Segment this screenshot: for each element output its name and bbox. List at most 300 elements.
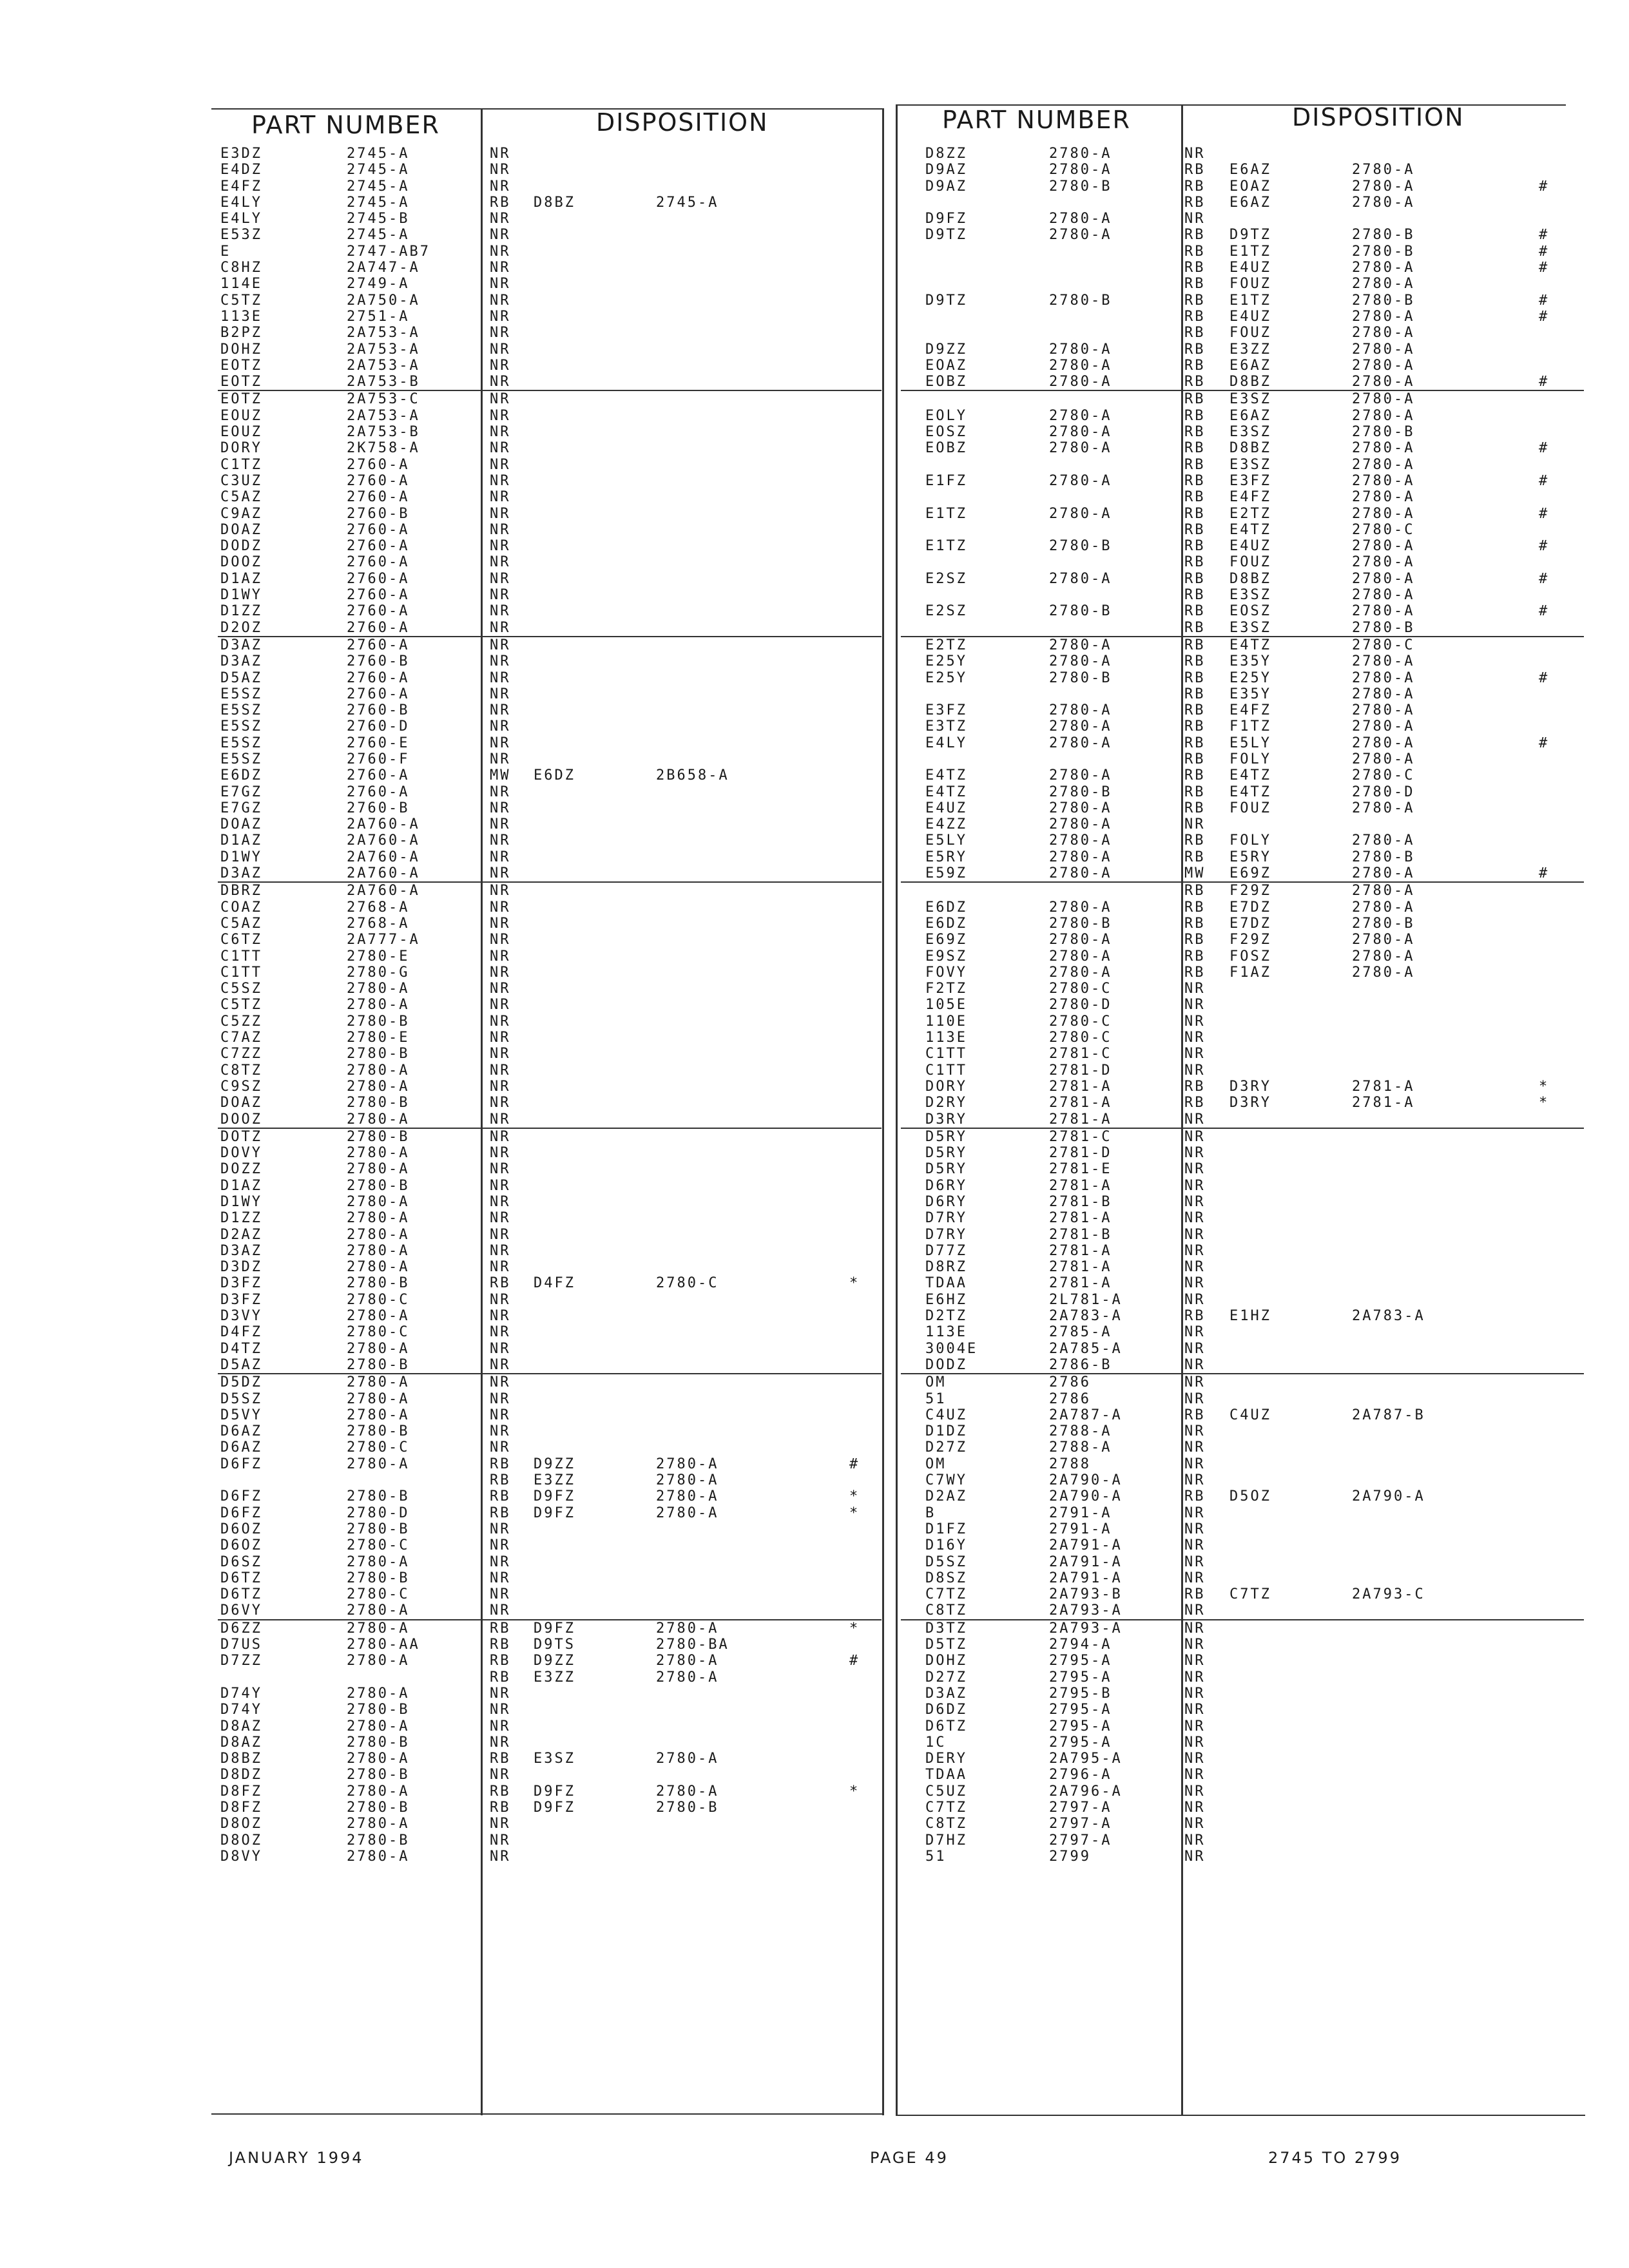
- ref-base: 2780-A: [1352, 669, 1415, 686]
- disposition-code: NR: [1184, 1504, 1206, 1521]
- ref-prefix: E3ZZ: [534, 1472, 575, 1489]
- disposition-code: RB: [1184, 800, 1206, 816]
- disposition-code: NR: [490, 1374, 511, 1391]
- table-row: [218, 506, 882, 522]
- ref-base: 2780-A: [1352, 932, 1415, 948]
- part-prefix: F2TZ: [925, 981, 967, 997]
- disposition-code: NR: [490, 1832, 511, 1849]
- ref-base: 2B658-A: [656, 767, 729, 784]
- part-base: 2768-A: [347, 899, 410, 916]
- part-prefix: COAZ: [220, 899, 262, 916]
- disposition-code: RB: [1184, 587, 1206, 604]
- disposition-code: NR: [490, 1718, 511, 1735]
- part-base: 2780-A: [347, 1407, 410, 1423]
- part-prefix: EOLY: [925, 407, 967, 424]
- part-prefix: TDAA: [925, 1767, 967, 1783]
- part-base: 2780-B: [347, 1275, 410, 1292]
- table-row: [218, 1816, 882, 1832]
- table-row: [218, 325, 882, 341]
- part-prefix: 1C: [925, 1734, 947, 1751]
- part-prefix: D9AZ: [925, 178, 967, 195]
- table-row: [218, 1783, 882, 1800]
- disposition-code: NR: [490, 374, 511, 390]
- disposition-code: NR: [490, 1259, 511, 1276]
- part-prefix: D1WY: [220, 849, 262, 865]
- ref-base: 2780-A: [1352, 865, 1415, 882]
- part-prefix: EOTZ: [220, 374, 262, 390]
- ref-base: 2A793-C: [1352, 1586, 1425, 1603]
- table-row: [218, 276, 882, 292]
- disposition-code: RB: [490, 1653, 511, 1669]
- part-prefix: D5SZ: [925, 1553, 967, 1570]
- table-row: [901, 1014, 1584, 1030]
- part-base: 2780-A: [347, 1685, 410, 1702]
- ref-base: 2781-A: [1352, 1095, 1415, 1111]
- part-base: 2794-A: [1049, 1637, 1112, 1653]
- disposition-code: RB: [1184, 899, 1206, 916]
- table-row: [218, 1637, 882, 1653]
- part-prefix: E5SZ: [220, 751, 262, 767]
- ref-prefix: D4FZ: [534, 1275, 575, 1292]
- part-base: 2786-B: [1049, 1356, 1112, 1373]
- table-row: [218, 1095, 882, 1111]
- table-row: [901, 1391, 1584, 1407]
- table-row: [218, 358, 882, 374]
- ref-base: 2780-A: [1352, 194, 1415, 211]
- table-row: [901, 1423, 1584, 1439]
- part-base: 2799: [1049, 1848, 1091, 1865]
- part-prefix: E4DZ: [220, 162, 262, 178]
- ref-prefix: E3SZ: [1229, 587, 1271, 604]
- part-base: 2780-A: [347, 1602, 410, 1619]
- part-prefix: D5RY: [925, 1145, 967, 1162]
- disposition-code: NR: [490, 1046, 511, 1062]
- top-rule-left: [211, 108, 883, 110]
- table-row: [901, 1505, 1584, 1521]
- disposition-code: NR: [490, 1439, 511, 1456]
- part-base: 2780-A: [1049, 637, 1112, 653]
- table-row: [218, 1210, 882, 1226]
- disposition-code: RB: [1184, 194, 1206, 211]
- disposition-code: NR: [490, 424, 511, 441]
- disposition-code: NR: [1184, 1259, 1206, 1276]
- part-base: 2760-D: [347, 718, 410, 735]
- part-base: 2A760-A: [347, 832, 420, 849]
- disposition-code: RB: [1184, 472, 1206, 489]
- disposition-code: NR: [490, 932, 511, 948]
- table-row: [218, 948, 882, 965]
- ref-base: 2A783-A: [1352, 1308, 1425, 1325]
- table-row: [218, 1602, 882, 1620]
- part-base: 2781-A: [1049, 1078, 1112, 1095]
- ref-base: 2780-A: [1352, 735, 1415, 751]
- part-prefix: DOVY: [220, 1145, 262, 1162]
- part-base: 2780-A: [347, 997, 410, 1014]
- disposition-code: NR: [490, 1111, 511, 1128]
- disposition-code: RB: [490, 1620, 511, 1637]
- table-row: [218, 195, 882, 211]
- part-prefix: C8HZ: [220, 260, 262, 276]
- part-prefix: E69Z: [925, 932, 967, 948]
- left-disposition-header: DISPOSITION: [596, 108, 769, 137]
- part-prefix: D8OZ: [220, 1832, 262, 1849]
- part-base: 2780-A: [1049, 702, 1112, 719]
- table-row: [901, 637, 1584, 653]
- table-row: [901, 686, 1584, 702]
- part-base: 2780-B: [1049, 538, 1112, 555]
- table-row: [901, 1324, 1584, 1340]
- disposition-code: RB: [1184, 948, 1206, 965]
- disposition-code: NR: [1184, 816, 1206, 833]
- table-row: [218, 916, 882, 932]
- footer-date: JANUARY 1994: [229, 2149, 364, 2167]
- part-base: 2780-D: [1049, 997, 1112, 1014]
- part-prefix: D5VY: [220, 1407, 262, 1423]
- disposition-code: RB: [1184, 162, 1206, 178]
- part-base: 2760-E: [347, 735, 410, 751]
- part-base: 2780-A: [1049, 505, 1112, 522]
- ref-base: 2780-A: [1352, 587, 1415, 604]
- part-prefix: D8RZ: [925, 1259, 967, 1276]
- part-base: 2780-G: [347, 964, 410, 981]
- disposition-code: NR: [490, 1062, 511, 1079]
- ref-base: 2780-B: [1352, 227, 1415, 244]
- disposition-code: NR: [490, 1537, 511, 1554]
- part-base: 2780-B: [347, 1832, 410, 1849]
- part-prefix: DORY: [925, 1078, 967, 1095]
- ref-base: 2780-A: [1352, 686, 1415, 702]
- table-row: [218, 1800, 882, 1816]
- part-prefix: D74Y: [220, 1702, 262, 1718]
- table-row: [901, 1554, 1584, 1570]
- part-base: 2780-A: [1049, 816, 1112, 833]
- part-prefix: D5AZ: [220, 1356, 262, 1373]
- disposition-code: NR: [490, 653, 511, 670]
- disposition-code: RB: [1184, 243, 1206, 260]
- part-prefix: 110E: [925, 1013, 967, 1030]
- part-prefix: D6TZ: [220, 1570, 262, 1586]
- ref-prefix: E3SZ: [1229, 424, 1271, 441]
- disposition-code: NR: [1184, 1783, 1206, 1800]
- disposition-code: NR: [490, 146, 511, 162]
- part-prefix: C7WY: [925, 1472, 967, 1489]
- table-row: [218, 1407, 882, 1423]
- part-prefix: 51: [925, 1848, 947, 1865]
- part-base: 2745-A: [347, 194, 410, 211]
- table-row: [901, 1259, 1584, 1275]
- disposition-code: NR: [1184, 1637, 1206, 1653]
- ref-base: 2780-B: [1352, 292, 1415, 309]
- table-row: [218, 1259, 882, 1275]
- disposition-code: NR: [1184, 1374, 1206, 1391]
- table-row: [218, 162, 882, 178]
- part-prefix: D7RY: [925, 1226, 967, 1243]
- part-prefix: D8OZ: [220, 1816, 262, 1832]
- table-row: [218, 1554, 882, 1570]
- table-row: [901, 309, 1584, 325]
- part-base: 2780-A: [347, 1340, 410, 1357]
- part-prefix: B2PZ: [220, 325, 262, 341]
- part-base: 2780-C: [347, 1537, 410, 1554]
- part-base: 2780-A: [347, 1078, 410, 1095]
- disposition-code: NR: [1184, 1767, 1206, 1783]
- table-row: [218, 424, 882, 440]
- table-row: [218, 587, 882, 603]
- ref-prefix: E3ZZ: [1229, 341, 1271, 358]
- disposition-code: NR: [490, 702, 511, 719]
- bottom-rule-right: [896, 2115, 1585, 2116]
- ref-base: 2780-A: [1352, 570, 1415, 587]
- part-prefix: DOTZ: [220, 1128, 262, 1145]
- part-prefix: E4TZ: [925, 767, 967, 784]
- part-base: 2780-A: [347, 1620, 410, 1637]
- table-row: [901, 374, 1584, 391]
- disposition-code: NR: [490, 849, 511, 865]
- part-prefix: D1WY: [220, 587, 262, 604]
- disposition-code: RB: [1184, 292, 1206, 309]
- disposition-code: NR: [1184, 1062, 1206, 1079]
- ref-prefix: E35Y: [1229, 686, 1271, 702]
- part-base: 2760-A: [347, 603, 410, 620]
- ref-prefix: E4FZ: [1229, 702, 1271, 719]
- ref-base: 2780-C: [1352, 637, 1415, 653]
- table-row: [218, 1653, 882, 1669]
- part-prefix: D7ZZ: [220, 1653, 262, 1669]
- part-prefix: DERY: [925, 1751, 967, 1767]
- part-base: 2780-B: [347, 1521, 410, 1537]
- part-base: 2780-A: [347, 1194, 410, 1210]
- disposition-code: RB: [1184, 456, 1206, 473]
- ref-base: 2780-D: [1352, 783, 1415, 800]
- table-row: [218, 1324, 882, 1340]
- part-prefix: D9TZ: [925, 227, 967, 244]
- disposition-code: NR: [1184, 1111, 1206, 1128]
- part-prefix: C5TZ: [220, 292, 262, 309]
- part-prefix: EOUZ: [220, 424, 262, 441]
- table-row: [901, 718, 1584, 735]
- part-base: 2780-A: [347, 1848, 410, 1865]
- table-row: [901, 997, 1584, 1013]
- table-row: [218, 735, 882, 751]
- table-row: [218, 767, 882, 783]
- ref-prefix: E6AZ: [1229, 407, 1271, 424]
- ref-prefix: D9FZ: [534, 1620, 575, 1637]
- part-base: 2A783-A: [1049, 1308, 1123, 1325]
- part-base: 2786: [1049, 1390, 1091, 1407]
- table-row: [218, 997, 882, 1013]
- disposition-code: NR: [1184, 1161, 1206, 1178]
- table-row: [901, 965, 1584, 981]
- table-row: [901, 899, 1584, 916]
- part-prefix: D27Z: [925, 1439, 967, 1456]
- disposition-code: NR: [1184, 1242, 1206, 1259]
- part-base: 2781-D: [1049, 1145, 1112, 1162]
- disposition-code: NR: [1184, 1685, 1206, 1702]
- ref-prefix: E4UZ: [1229, 308, 1271, 325]
- part-prefix: C1TT: [220, 948, 262, 965]
- disposition-code: NR: [490, 1030, 511, 1046]
- table-row: [901, 1439, 1584, 1456]
- table-row: [218, 571, 882, 587]
- part-prefix: D2TZ: [925, 1308, 967, 1325]
- table-row: [218, 784, 882, 800]
- part-prefix: D6OZ: [220, 1521, 262, 1537]
- disposition-code: RB: [1184, 489, 1206, 506]
- part-base: 2760-B: [347, 800, 410, 816]
- part-prefix: D7HZ: [925, 1832, 967, 1849]
- ref-prefix: E4UZ: [1229, 538, 1271, 555]
- table-row: [901, 800, 1584, 816]
- part-prefix: D5TZ: [925, 1637, 967, 1653]
- disposition-code: NR: [1184, 1275, 1206, 1292]
- table-row: [901, 735, 1584, 751]
- ref-prefix: D8BZ: [534, 194, 575, 211]
- part-prefix: E2TZ: [925, 637, 967, 653]
- part-prefix: C5UZ: [925, 1783, 967, 1800]
- part-prefix: E4LY: [220, 211, 262, 227]
- table-row: [901, 325, 1584, 341]
- part-prefix: E4ZZ: [925, 816, 967, 833]
- divider-left-end: [882, 108, 884, 2115]
- part-base: 2745-A: [347, 227, 410, 244]
- part-base: 2780-A: [347, 1226, 410, 1243]
- table-row: [218, 1767, 882, 1783]
- disposition-code: RB: [490, 1751, 511, 1767]
- table-row: [901, 1243, 1584, 1259]
- part-base: 2795-B: [1049, 1685, 1112, 1702]
- part-prefix: D8ZZ: [925, 146, 967, 162]
- part-prefix: E4TZ: [925, 783, 967, 800]
- part-prefix: D5SZ: [220, 1390, 262, 1407]
- ref-prefix: D9TS: [534, 1637, 575, 1653]
- table-row: [218, 1439, 882, 1456]
- part-base: 2781-A: [1049, 1242, 1112, 1259]
- part-base: 2780-C: [1049, 981, 1112, 997]
- table-row: [901, 341, 1584, 358]
- table-row: [901, 1472, 1584, 1488]
- disposition-code: NR: [490, 325, 511, 341]
- table-row: [901, 1227, 1584, 1243]
- part-base: 2K758-A: [347, 440, 420, 457]
- ref-base: 2780-A: [1352, 899, 1415, 916]
- part-base: 2780-C: [1049, 1013, 1112, 1030]
- disposition-code: NR: [1184, 1456, 1206, 1472]
- disposition-code: NR: [1184, 211, 1206, 227]
- part-base: 2780-E: [347, 1030, 410, 1046]
- ref-base: 2780-A: [1352, 702, 1415, 719]
- ref-base: 2780-B: [656, 1799, 719, 1816]
- part-prefix: D2AZ: [925, 1488, 967, 1505]
- ref-prefix: E2TZ: [1229, 505, 1271, 522]
- ref-prefix: E4TZ: [1229, 767, 1271, 784]
- disposition-code: NR: [1184, 1226, 1206, 1243]
- ref-prefix: D8BZ: [1229, 570, 1271, 587]
- disposition-code: NR: [1184, 1046, 1206, 1062]
- part-prefix: D1ZZ: [220, 1210, 262, 1227]
- table-row: [901, 195, 1584, 211]
- part-prefix: D9TZ: [925, 292, 967, 309]
- ref-base: 2780-A: [1352, 832, 1415, 849]
- table-row: [901, 178, 1584, 195]
- part-base: 2780-B: [347, 1128, 410, 1145]
- part-base: 2780-AA: [347, 1637, 420, 1653]
- part-prefix: D3TZ: [925, 1620, 967, 1637]
- part-prefix: D8SZ: [925, 1570, 967, 1586]
- part-prefix: E9SZ: [925, 948, 967, 965]
- disposition-code: NR: [1184, 1653, 1206, 1669]
- table-row: [218, 1145, 882, 1161]
- disposition-code: RB: [1184, 341, 1206, 358]
- disposition-code: NR: [1184, 1718, 1206, 1735]
- part-base: 2780-C: [1049, 1030, 1112, 1046]
- ref-base: 2A787-B: [1352, 1407, 1425, 1423]
- part-base: 2797-A: [1049, 1832, 1112, 1849]
- disposition-code: NR: [1184, 1816, 1206, 1832]
- disposition-code: NR: [490, 341, 511, 358]
- ref-prefix: D9ZZ: [534, 1456, 575, 1472]
- disposition-code: NR: [490, 1356, 511, 1373]
- table-row: [901, 554, 1584, 570]
- ref-base: 2A790-A: [1352, 1488, 1425, 1505]
- part-prefix: C8TZ: [925, 1602, 967, 1619]
- ref-prefix: E1HZ: [1229, 1308, 1271, 1325]
- disposition-code: NR: [1184, 1521, 1206, 1537]
- ref-prefix: D5OZ: [1229, 1488, 1271, 1505]
- part-base: 2A777-A: [347, 932, 420, 948]
- ref-base: 2780-A: [1352, 800, 1415, 816]
- disposition-code: NR: [490, 899, 511, 916]
- table-row: [218, 1111, 882, 1129]
- disposition-code: NR: [490, 1685, 511, 1702]
- table-row: [218, 1718, 882, 1735]
- part-prefix: D6DZ: [925, 1702, 967, 1718]
- table-row: [218, 718, 882, 735]
- table-row: [901, 1357, 1584, 1374]
- disposition-code: NR: [490, 292, 511, 309]
- table-row: [218, 1472, 882, 1488]
- part-prefix: C8TZ: [220, 1062, 262, 1079]
- part-prefix: OM: [925, 1374, 947, 1391]
- ref-base: 2780-A: [1352, 964, 1415, 981]
- part-base: 2780-A: [347, 1374, 410, 1391]
- table-row: [901, 849, 1584, 865]
- note-mark: #: [1539, 308, 1550, 325]
- ref-base: 2780-A: [656, 1653, 719, 1669]
- disposition-code: NR: [1184, 1799, 1206, 1816]
- disposition-code: RB: [1184, 1488, 1206, 1505]
- disposition-code: NR: [490, 964, 511, 981]
- table-row: [901, 408, 1584, 424]
- part-prefix: E5RY: [925, 849, 967, 865]
- disposition-code: RB: [1184, 735, 1206, 751]
- disposition-code: NR: [490, 1324, 511, 1341]
- disposition-code: NR: [490, 1194, 511, 1210]
- part-prefix: E4LY: [925, 735, 967, 751]
- part-prefix: D3FZ: [220, 1291, 262, 1308]
- part-prefix: C6TZ: [220, 932, 262, 948]
- table-row: [901, 1570, 1584, 1586]
- part-base: 2768-A: [347, 915, 410, 932]
- ref-prefix: E1TZ: [1229, 243, 1271, 260]
- part-prefix: E2SZ: [925, 570, 967, 587]
- disposition-code: NR: [490, 637, 511, 653]
- part-base: 2781-A: [1049, 1259, 1112, 1276]
- part-base: 2A753-A: [347, 407, 420, 424]
- disposition-code: NR: [490, 1407, 511, 1423]
- table-row: [218, 244, 882, 260]
- part-base: 2780-B: [1049, 292, 1112, 309]
- disposition-code: RB: [490, 1488, 511, 1505]
